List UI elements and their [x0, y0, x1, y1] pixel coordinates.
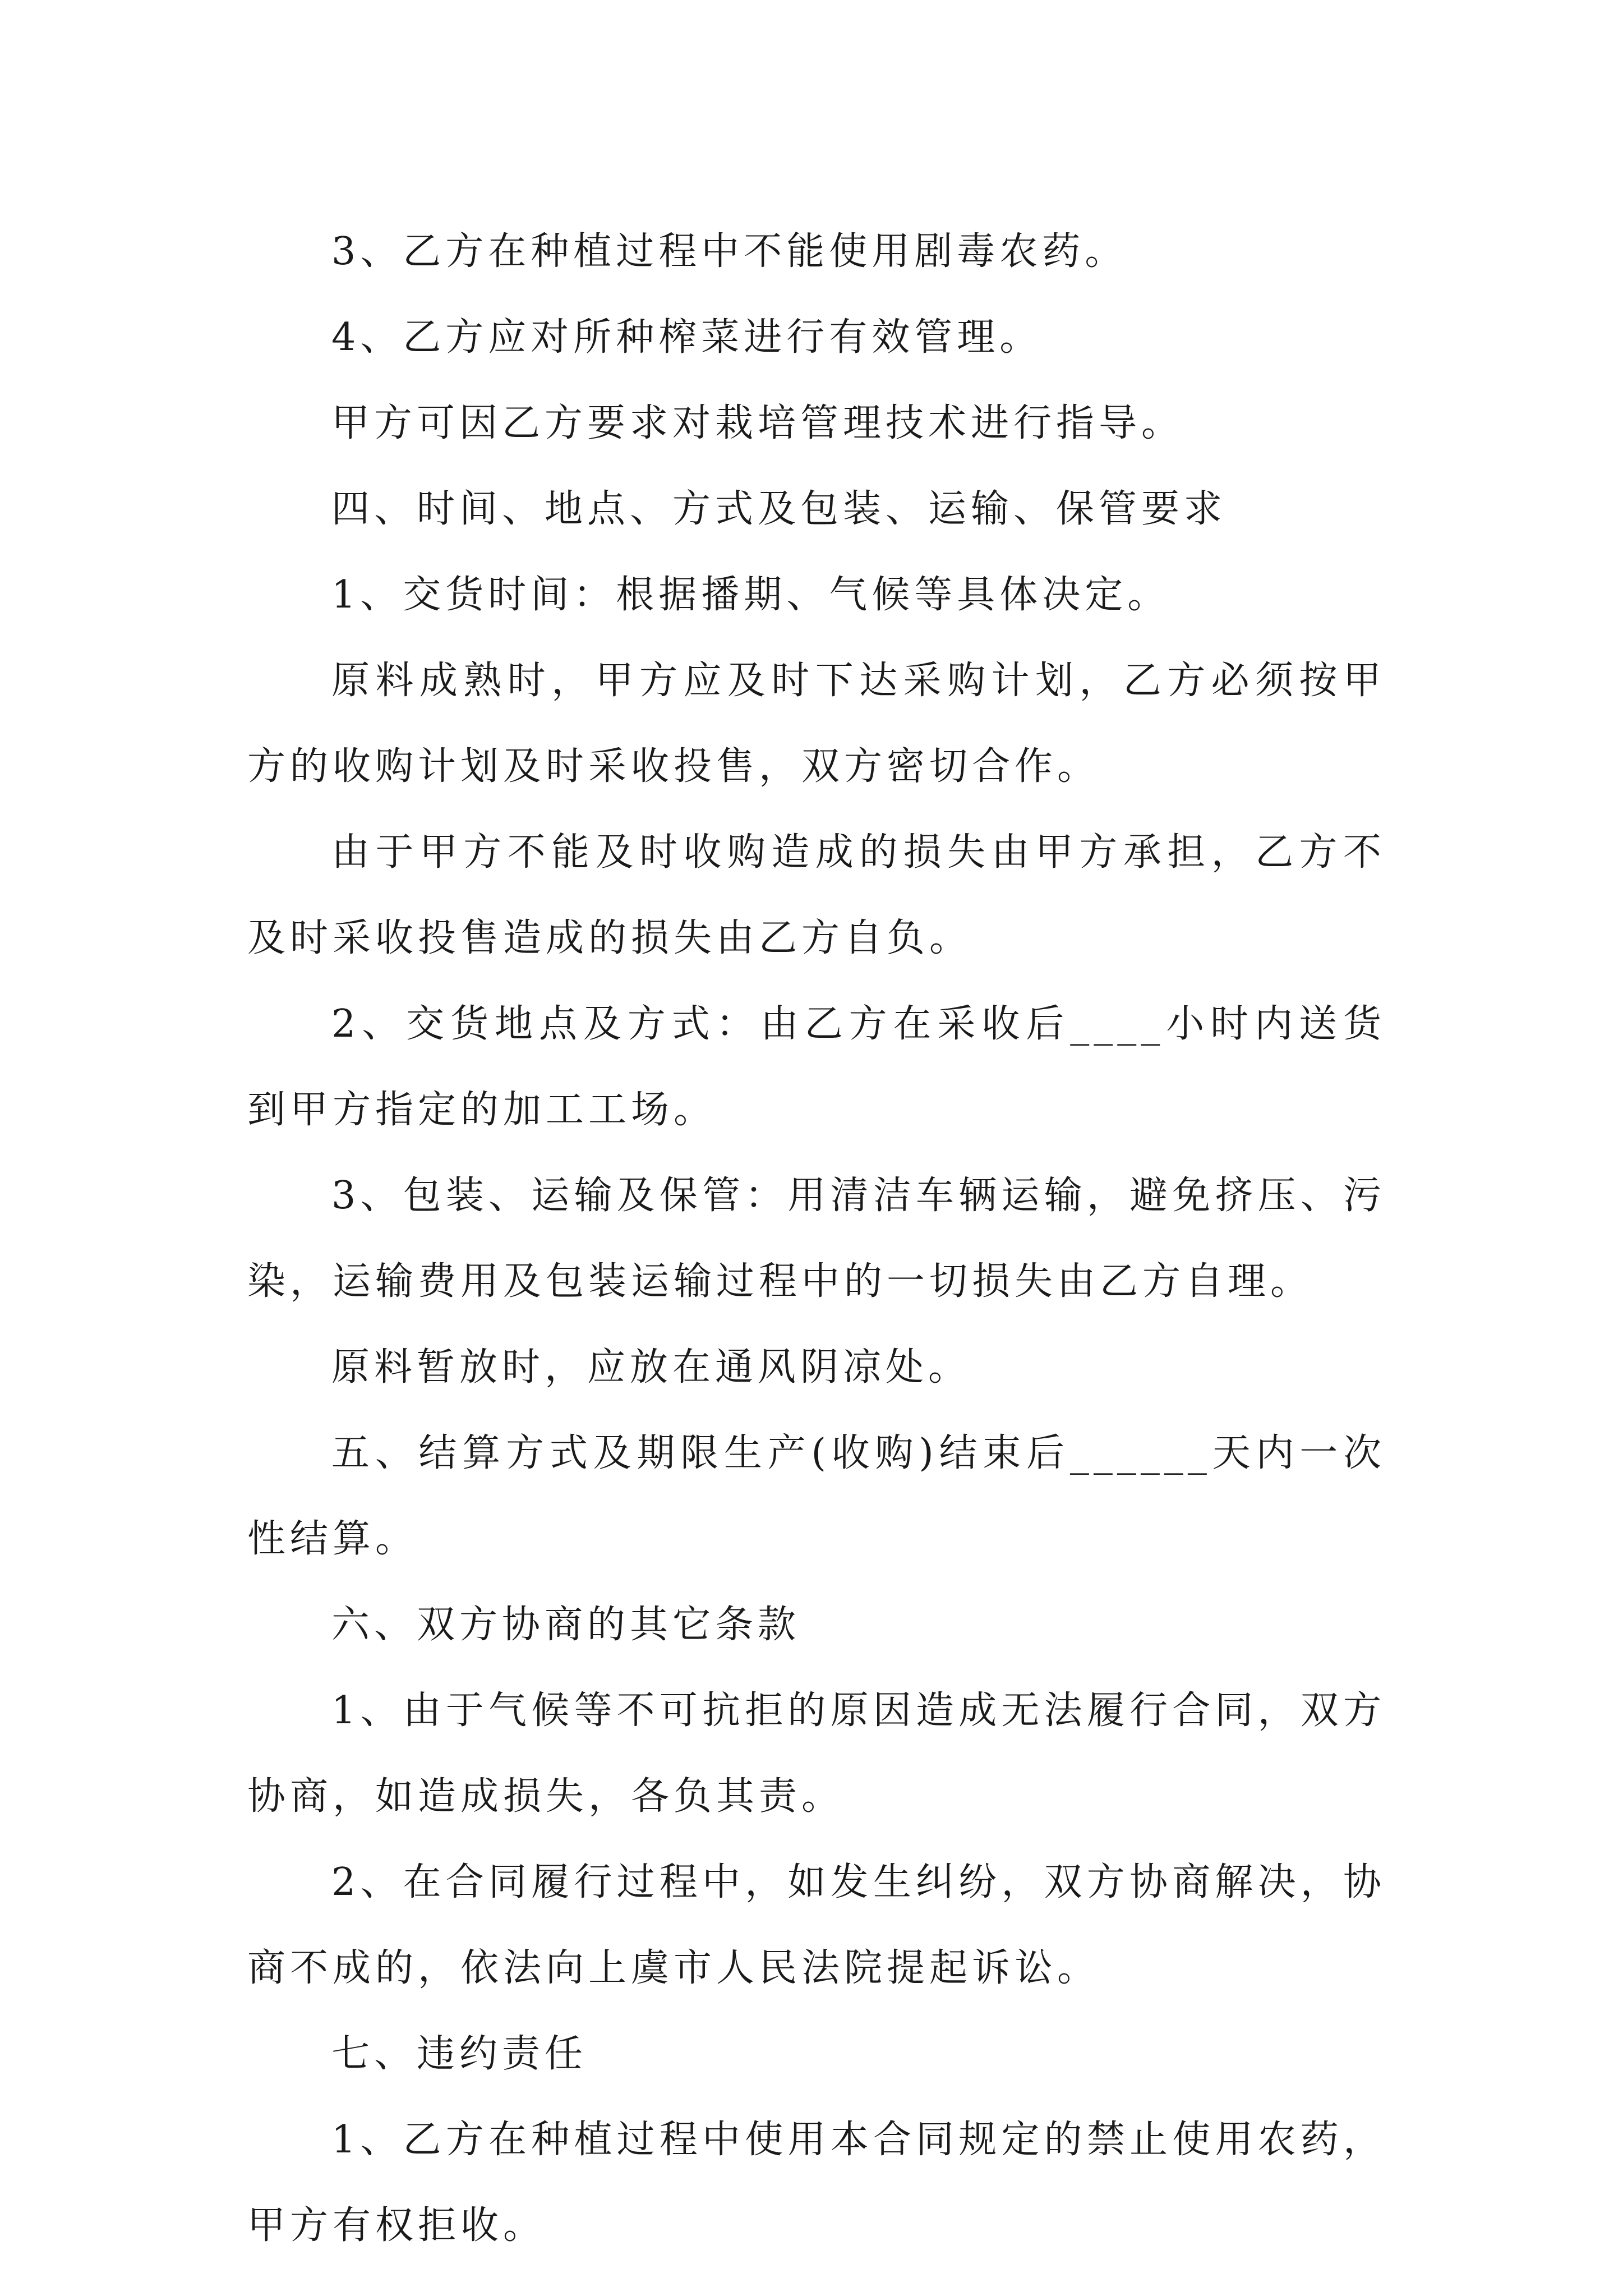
paragraph-dispute: 2、在合同履行过程中，如发生纠纷，双方协商解决，协商不成的，依法向上虞市人民法院提起诉讼。	[247, 1860, 1386, 1990]
paragraph-delivery-place: 2、交货地点及方式：由乙方在采收后____小时内送货到甲方指定的加工工场。	[247, 1002, 1386, 1132]
paragraph-delivery-time: 1、交货时间：根据播期、气候等具体决定。	[331, 573, 1170, 617]
paragraph-force-majeure: 1、由于气候等不可抗拒的原因造成无法履行合同，双方协商，如造成损失，各负其责。	[247, 1688, 1386, 1819]
section-heading-7: 七、违约责任	[331, 2032, 588, 2076]
paragraph-loss-liability: 由于甲方不能及时收购造成的损失由甲方承担，乙方不及时采收投售造成的损失由乙方自负。	[247, 830, 1386, 960]
section-heading-5: 五、结算方式及期限生产(收购)结束后______天内一次性结算。	[247, 1431, 1386, 1561]
paragraph-packaging-transport: 3、包装、运输及保管：用清洁车辆运输，避免挤压、污染，运输费用及包装运输过程中的一切损失由乙方自理。	[247, 1174, 1386, 1304]
section-heading-4: 四、时间、地点、方式及包装、运输、保管要求	[331, 487, 1227, 531]
section-heading-6: 六、双方协商的其它条款	[331, 1603, 801, 1647]
paragraph-purchase-plan: 原料成熟时，甲方应及时下达采购计划，乙方必须按甲方的收购计划及时采收投售，双方密切合作。	[247, 659, 1386, 789]
paragraph-clause-4: 4、乙方应对所种榨菜进行有效管理。	[331, 315, 1043, 360]
document-body	[247, 209, 1386, 2269]
paragraph-breach-pesticide: 1、乙方在种植过程中使用本合同规定的禁止使用农药，甲方有权拒收。	[247, 2118, 1386, 2248]
paragraph-clause-3: 3、乙方在种植过程中不能使用剧毒农药。	[331, 229, 1128, 274]
paragraph-guidance: 甲方可因乙方要求对栽培管理技术进行指导。	[331, 401, 1184, 445]
paragraph-storage: 原料暂放时，应放在通风阴凉处。	[331, 1345, 971, 1389]
